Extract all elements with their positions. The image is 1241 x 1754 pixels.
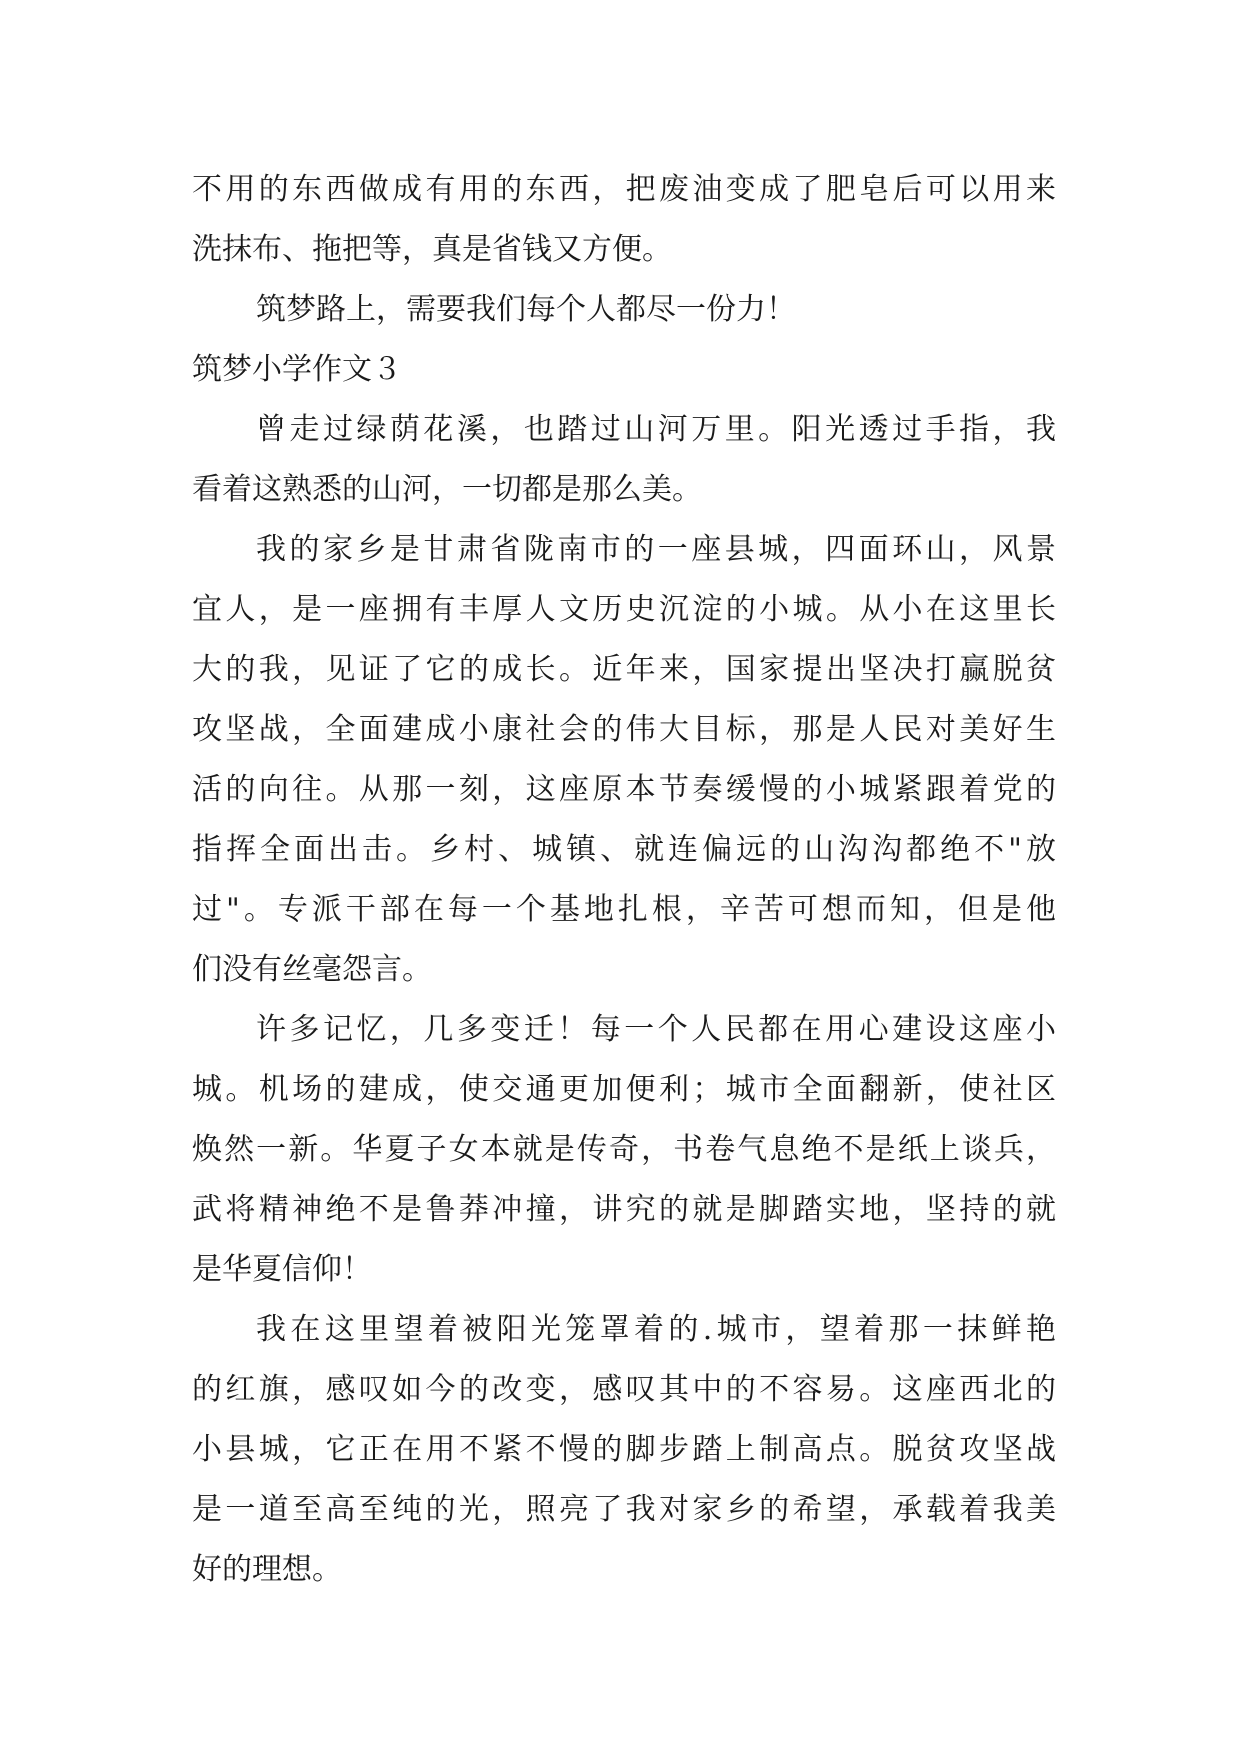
paragraph-line: 许多记忆，几多变迁！每一个人民都在用心建设这座小 <box>256 1012 1056 1047</box>
paragraph-line: 活的向往。从那一刻，这座原本节奏缓慢的小城紧跟着党的 <box>192 772 1056 807</box>
paragraph-line: 城。机场的建成，使交通更加便利；城市全面翻新，使社区 <box>192 1072 1056 1107</box>
paragraph-line: 是华夏信仰！ <box>192 1252 372 1287</box>
paragraph-line: 不用的东西做成有用的东西，把废油变成了肥皂后可以用来 <box>192 172 1056 207</box>
paragraph-line: 大的我，见证了它的成长。近年来，国家提出坚决打赢脱贫 <box>192 652 1056 687</box>
paragraph-line: 我在这里望着被阳光笼罩着的.城市，望着那一抹鲜艳 <box>256 1312 1056 1347</box>
paragraph-line: 武将精神绝不是鲁莽冲撞，讲究的就是脚踏实地，坚持的就 <box>192 1192 1056 1227</box>
heading-text: 筑梦小学作文３ <box>192 352 402 387</box>
paragraph-line: 曾走过绿荫花溪，也踏过山河万里。阳光透过手指，我 <box>256 412 1056 447</box>
paragraph-line: 洗抹布、拖把等，真是省钱又方便。 <box>192 232 672 267</box>
paragraph-3 <box>192 400 1056 520</box>
paragraph-line: 我的家乡是甘肃省陇南市的一座县城，四面环山，风景 <box>256 532 1056 567</box>
paragraph-line: 筑梦路上，需要我们每个人都尽一份力！ <box>256 292 796 327</box>
paragraph-line: 们没有丝毫怨言。 <box>192 952 432 987</box>
paragraph-line: 看着这熟悉的山河，一切都是那么美。 <box>192 472 702 507</box>
paragraph-line: 指挥全面出击。乡村、城镇、就连偏远的山沟沟都绝不"放 <box>192 832 1056 867</box>
paragraph-4 <box>192 520 1056 1000</box>
paragraph-line: 好的理想。 <box>192 1552 342 1587</box>
paragraph-line: 小县城，它正在用不紧不慢的脚步踏上制高点。脱贫攻坚战 <box>192 1432 1056 1467</box>
paragraph-line: 的红旗，感叹如今的改变，感叹其中的不容易。这座西北的 <box>192 1372 1056 1407</box>
paragraph-line: 宜人，是一座拥有丰厚人文历史沉淀的小城。从小在这里长 <box>192 592 1056 627</box>
paragraph-5 <box>192 1000 1056 1300</box>
paragraph-6 <box>192 1300 1056 1600</box>
paragraph-1 <box>192 160 1056 280</box>
paragraph-line: 攻坚战，全面建成小康社会的伟大目标，那是人民对美好生 <box>192 712 1056 747</box>
paragraph-line: 是一道至高至纯的光，照亮了我对家乡的希望，承载着我美 <box>192 1492 1056 1527</box>
document-body <box>192 160 1056 1600</box>
section-heading <box>192 340 1056 400</box>
paragraph-line: 过"。专派干部在每一个基地扎根，辛苦可想而知，但是他 <box>192 892 1056 927</box>
paragraph-line: 焕然一新。华夏子女本就是传奇，书卷气息绝不是纸上谈兵， <box>192 1132 1056 1167</box>
paragraph-2 <box>192 280 1056 340</box>
